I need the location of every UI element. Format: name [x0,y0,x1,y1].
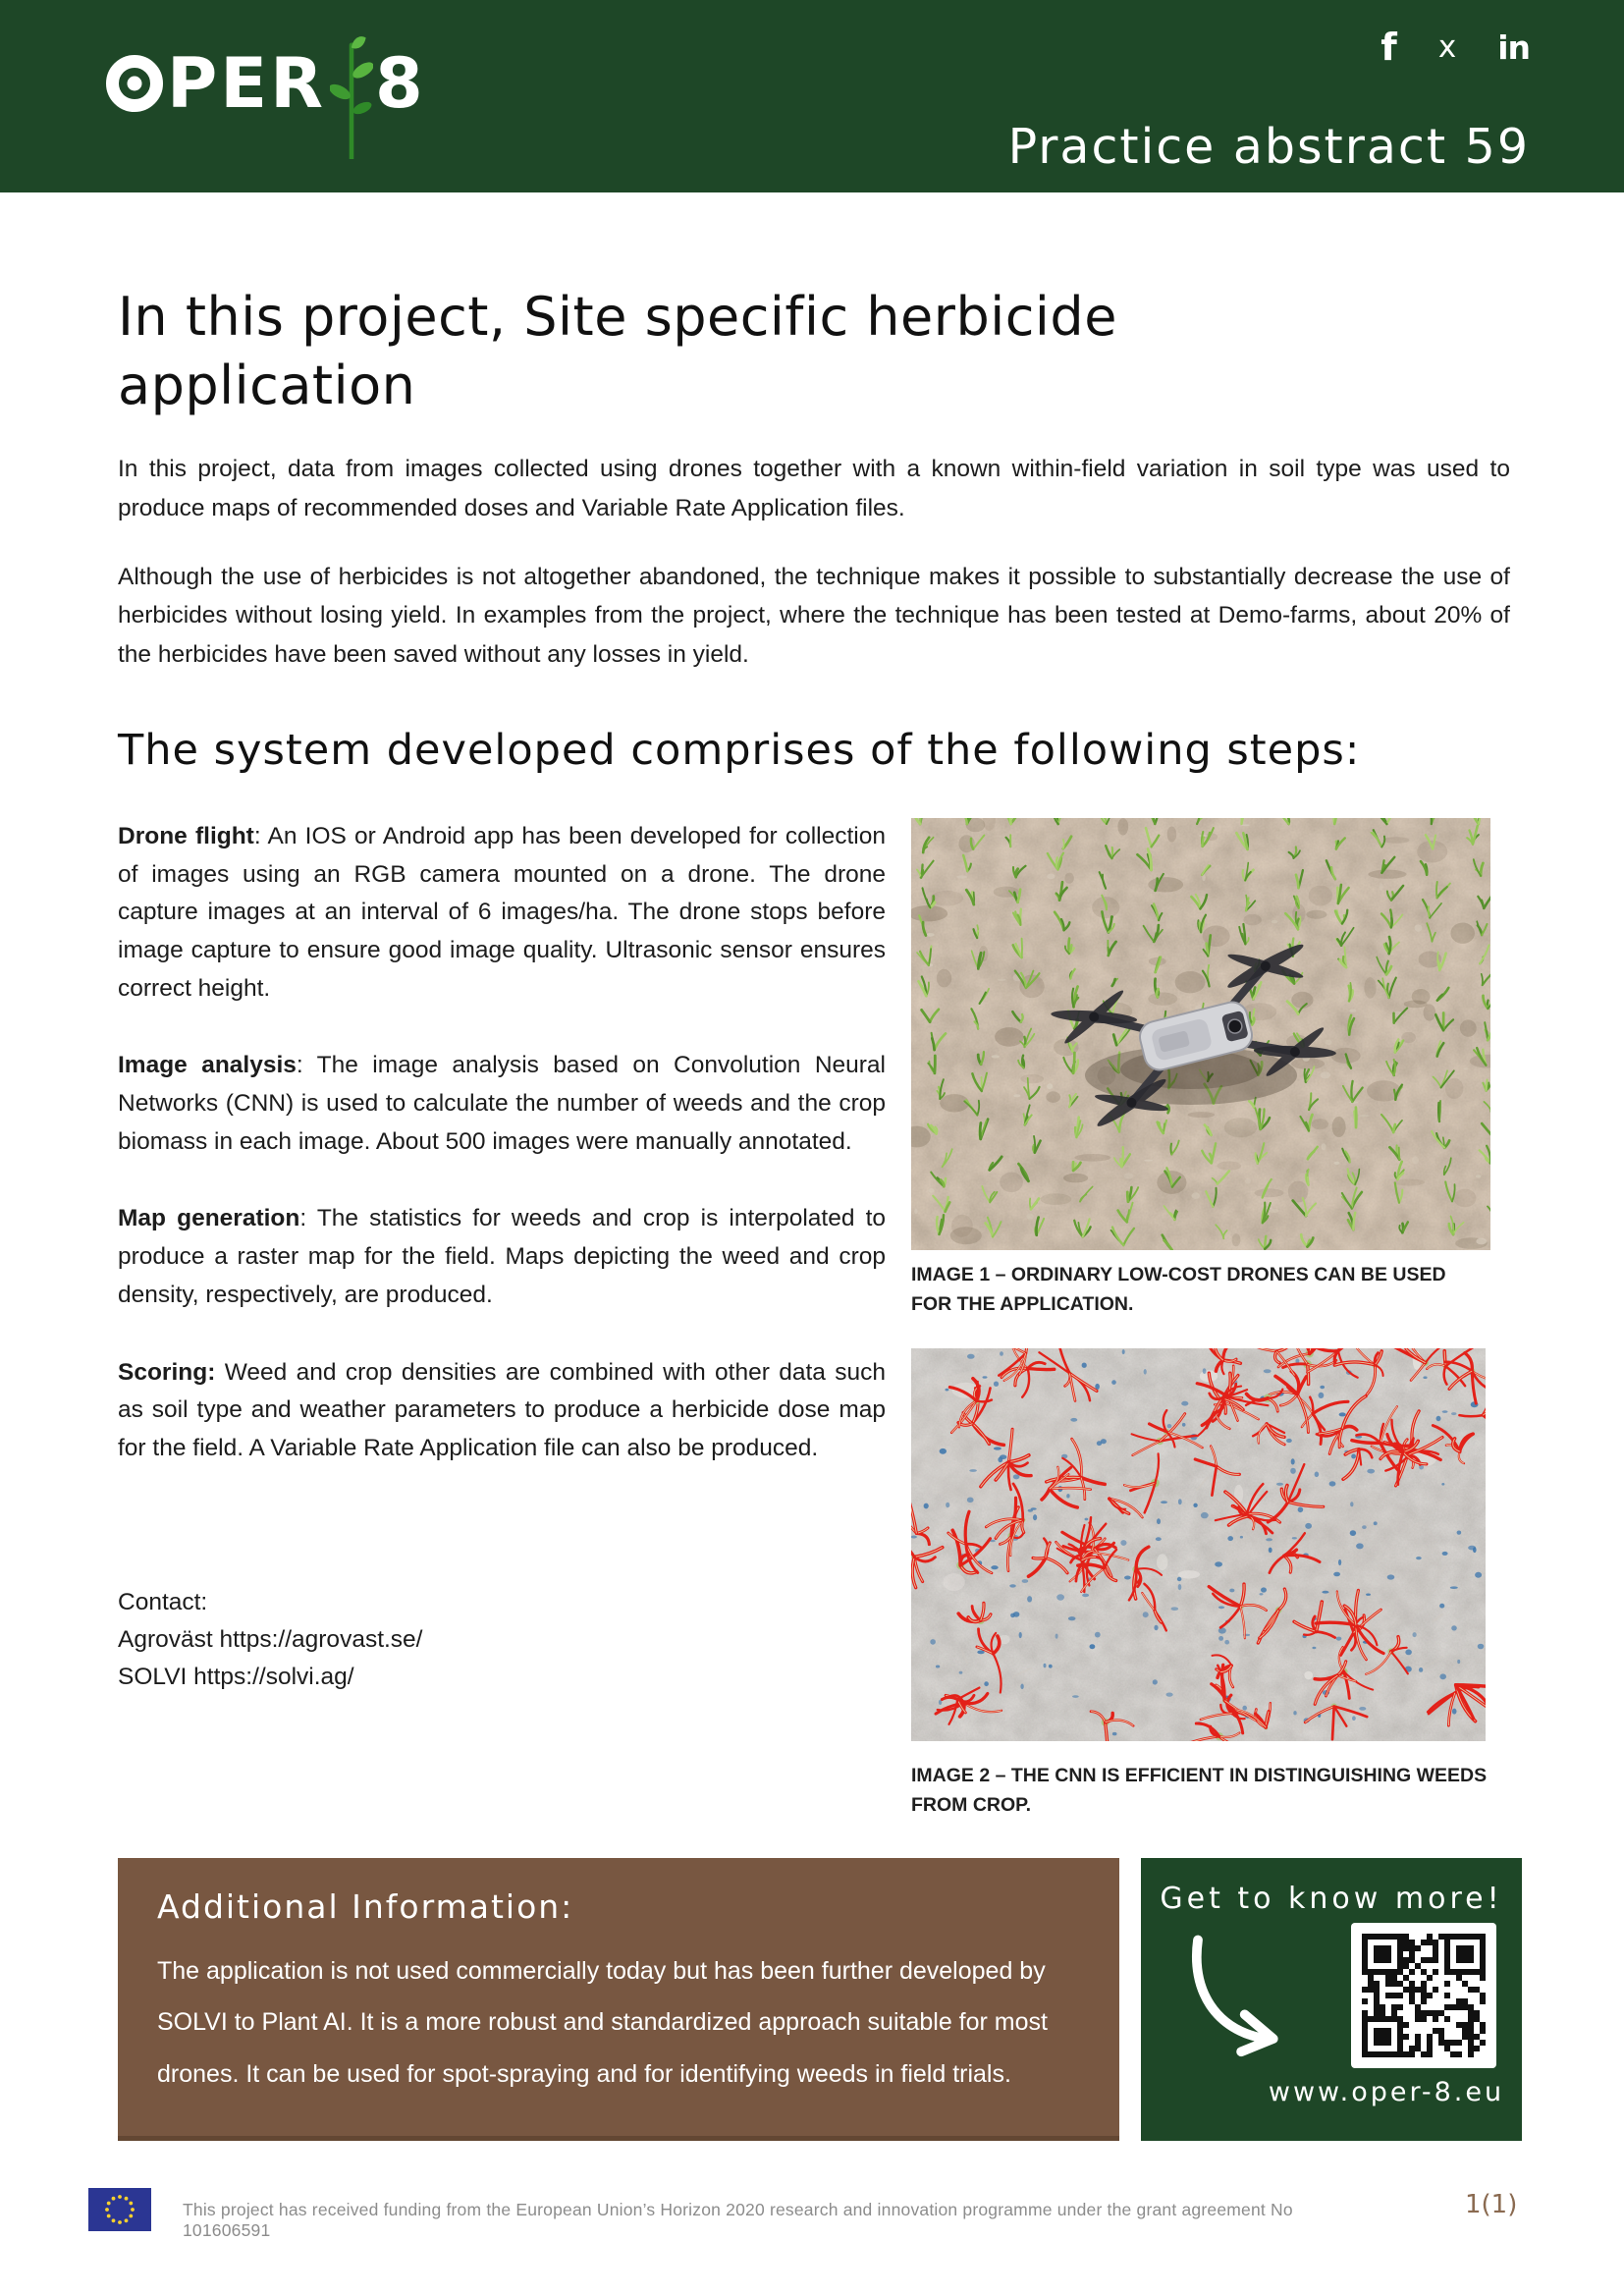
oper8-website-link[interactable]: www.oper-8.eu [1268,2076,1505,2107]
figure-2 [911,1348,1490,1820]
facebook-icon[interactable]: f [1380,26,1397,69]
contact-heading: Contact: [118,1588,208,1615]
step-scoring: Scoring: Weed and crop densities are combined with other data such as soil type and weather parameters to produce a herbicide dose map for the field. A Variable Rate Application file can also be produced. [118,1358,886,1461]
get-to-know-more-heading: Get to know more! [1160,1881,1503,1916]
intro-paragraphs [118,450,1510,674]
additional-information-box [118,1858,1119,2141]
figures-column [911,818,1490,1821]
social-links [1380,26,1530,69]
section-heading: The system developed comprises of the following steps: [118,725,1361,775]
qr-code [1351,1923,1496,2068]
logo-text-per: PER [167,43,327,124]
figure-1 [911,818,1490,1319]
step-drone-flight: Drone flight: An IOS or Android app has been developed for collection of images using an RGB camera mounted on a drone. The drone capture images at an interval of 6 images/ha. The drone stops before image capture to ensure good image quality. Ultrasonic sensor ensures correct height. [118,822,886,1002]
linkedin-icon[interactable]: in [1497,27,1530,67]
practice-abstract-number: Practice abstract 59 [1007,119,1530,175]
curved-arrow-icon [1168,1929,1316,2076]
funding-statement: This project has received funding from the European Union’s Horizon 2020 research and innovation programme under the grant agreement No 101606591 [183,2200,1293,2240]
page-number: 1(1) [1465,2190,1518,2219]
additional-information-heading: Additional Information: [157,1886,574,1926]
contact-link-solvi[interactable]: SOLVI https://solvi.ag/ [118,1663,354,1690]
cnn-weed-detection-image [911,1348,1486,1741]
figure-2-caption: IMAGE 2 – THE CNN IS EFFICIENT IN DISTINGUISHING WEEDS FROM CROP. [911,1765,1488,1817]
contact-block [118,1584,886,1696]
step-map-generation: Map generation: The statistics for weeds and crop is interpolated to produce a raster map for the field. Maps depicting the weed and crop density, respectively, are produced. [118,1205,887,1308]
x-twitter-icon[interactable]: x [1437,29,1457,65]
page-header [0,0,1624,192]
intro-paragraph: Although the use of herbicides is not altogether abandoned, the technique makes it possible to substantially decrease the use of herbicides without losing yield. In examples from the project, where the technique has been tested at Demo-farms, about 20% of the herbicides have been saved without any losses in yield. [118,563,1510,669]
drone-field-photo [911,818,1490,1250]
steps-column [118,818,886,1821]
additional-information-body: The application is not used commercially today but has been further developed by SOLVI to Plant AI. It is a more robust and standardized approach suitable for most drones. It can be used for spot-spraying and for identifying weeds in field trials. [157,1956,1048,2088]
step-image-analysis: Image analysis: The image analysis based on Convolution Neural Networks (CNN) is used to calculate the number of weeds and the crop biomass in each image. About 500 images were manually annotated. [118,1052,886,1155]
logo-text-eight: 8 [375,43,426,124]
bottom-boxes [118,1858,1522,2141]
get-to-know-more-box [1141,1858,1522,2141]
figure-1-caption: IMAGE 1 – ORDINARY LOW-COST DRONES CAN BE USED FOR THE APPLICATION. [911,1263,1446,1316]
contact-link-agrovast[interactable]: Agroväst https://agrovast.se/ [118,1625,423,1653]
plant-sprig-icon [330,35,373,159]
intro-paragraph: In this project, data from images collected using drones together with a known within-field variation in soil type was used to produce maps of recommended doses and Variable Rate Application files. [118,456,1510,522]
document-body [0,283,1624,2141]
two-column-layout [118,818,1510,1821]
logo-letter-o [106,55,163,112]
oper8-logo [106,35,426,124]
eu-flag-icon [88,2188,151,2231]
page-title: In this project, Site specific herbicide application [118,286,1117,417]
